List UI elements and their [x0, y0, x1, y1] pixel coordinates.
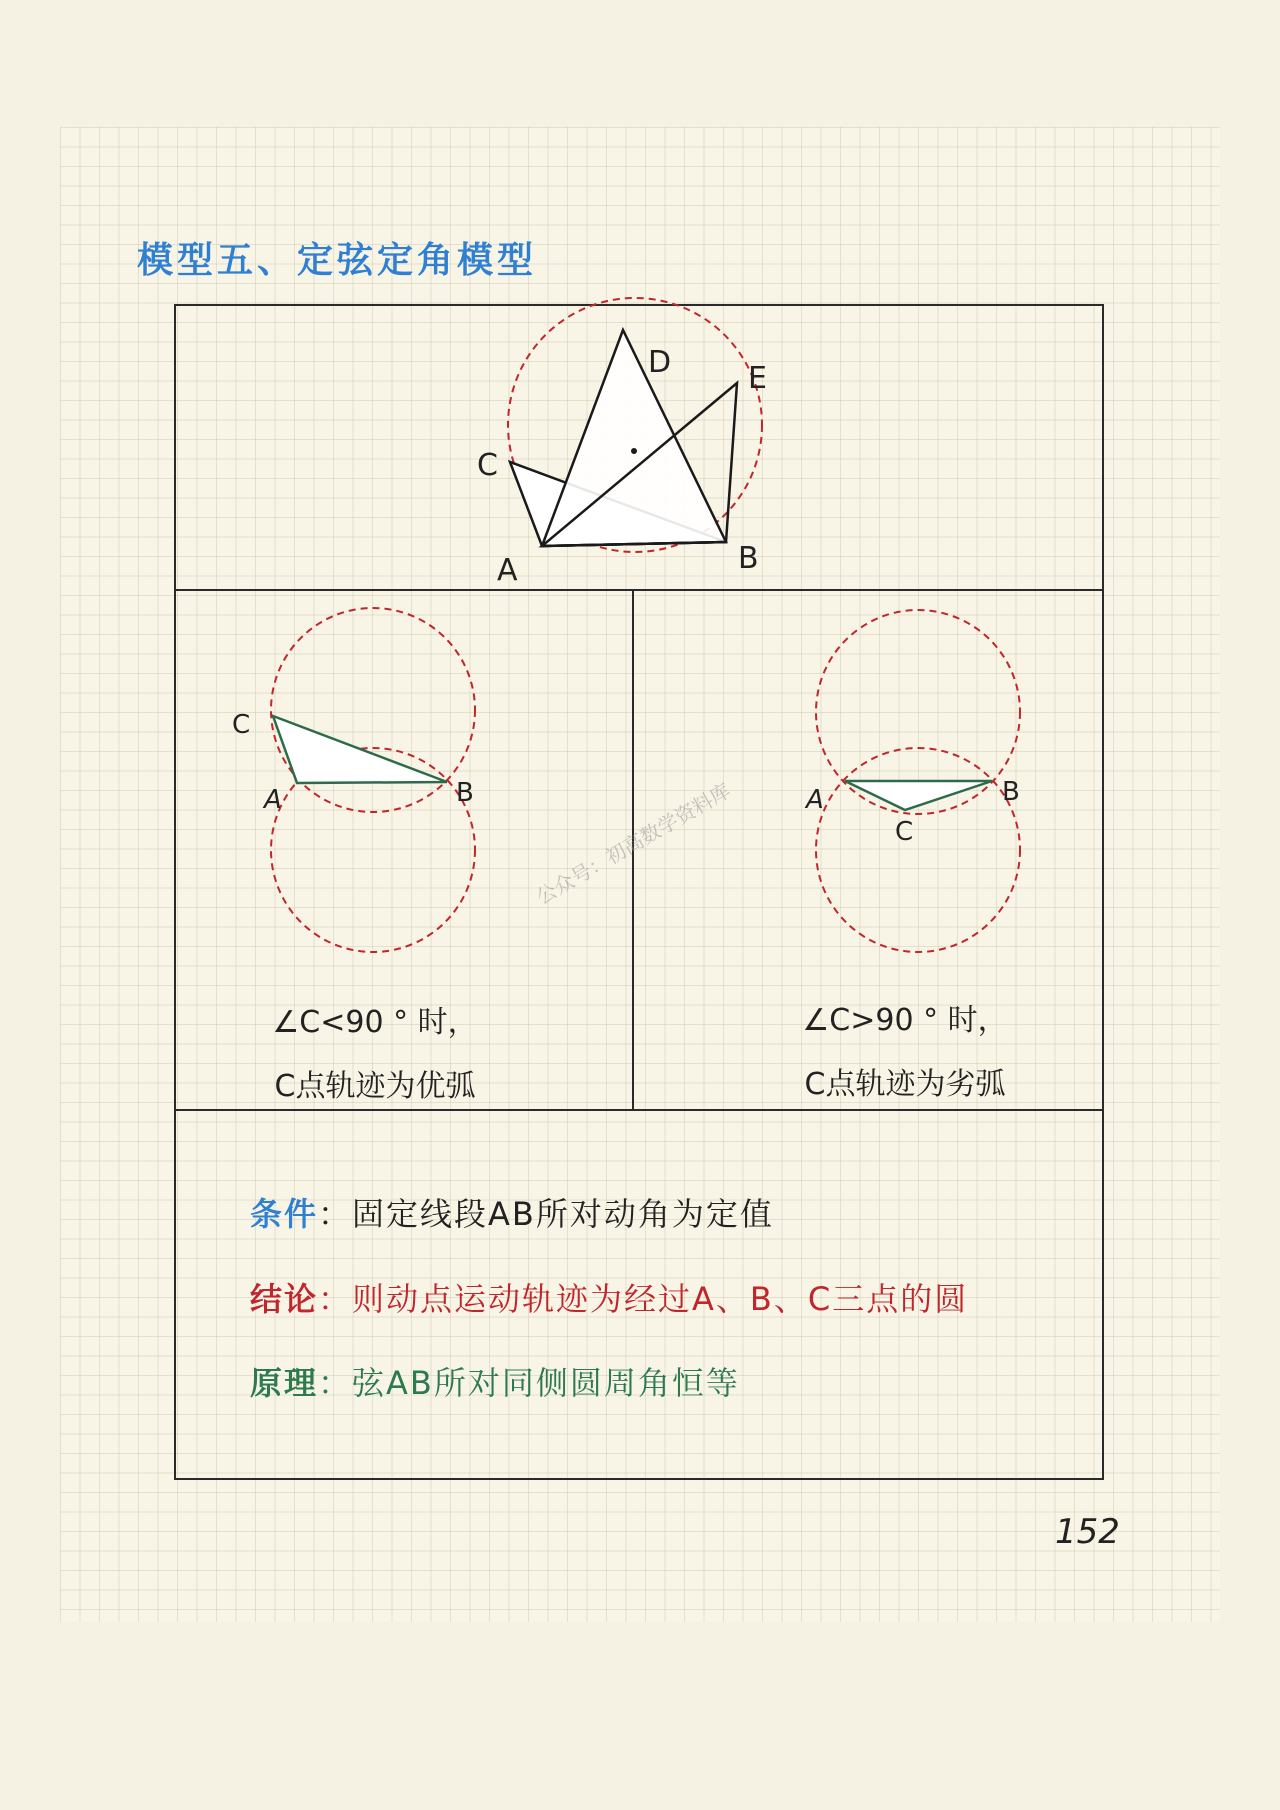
lower-circle: [816, 748, 1020, 952]
conclusion-text: 则动点运动轨迹为经过A、B、C三点的圆: [352, 1280, 969, 1318]
triangle-ABC-obtuse: [845, 781, 992, 810]
right-caption-line2: C点轨迹为劣弧: [804, 1067, 1006, 1102]
left-caption-line2: C点轨迹为优弧: [274, 1069, 476, 1104]
label-B: B: [1002, 777, 1020, 807]
label-C: C: [895, 817, 914, 847]
condition-sep: ：: [318, 1195, 353, 1233]
page-title: 模型五、定弦定角模型: [137, 240, 538, 281]
label-C: C: [477, 448, 498, 483]
conclusion-key: 结论: [250, 1280, 319, 1318]
conclusion-sep: ：: [318, 1280, 353, 1318]
watermark: 公众号：初高数学资料库: [532, 778, 735, 910]
label-C: C: [232, 710, 251, 740]
condition-text: 固定线段AB所对动角为定值: [352, 1195, 774, 1233]
conclusion-statement: [250, 1280, 969, 1318]
divider-bottom: [174, 1109, 1104, 1111]
condition-statement: [250, 1195, 774, 1233]
label-E: E: [748, 361, 767, 396]
principle-key: 原理: [250, 1364, 319, 1402]
left-caption-line1: ∠C<90 ° 时，: [272, 1005, 478, 1040]
principle-text: 弦AB所对同侧圆周角恒等: [352, 1364, 740, 1402]
label-A: A: [264, 785, 282, 815]
label-B: B: [456, 778, 474, 808]
label-A: A: [497, 553, 518, 588]
principle-sep: ：: [318, 1364, 353, 1402]
principle-statement: [250, 1364, 740, 1402]
right-caption-line1: ∠C>90 ° 时，: [802, 1003, 1008, 1038]
label-A: A: [806, 785, 824, 815]
page-number: 152: [1055, 1512, 1120, 1552]
label-D: D: [648, 345, 672, 380]
condition-key: 条件: [250, 1195, 319, 1233]
label-B: B: [738, 541, 759, 576]
